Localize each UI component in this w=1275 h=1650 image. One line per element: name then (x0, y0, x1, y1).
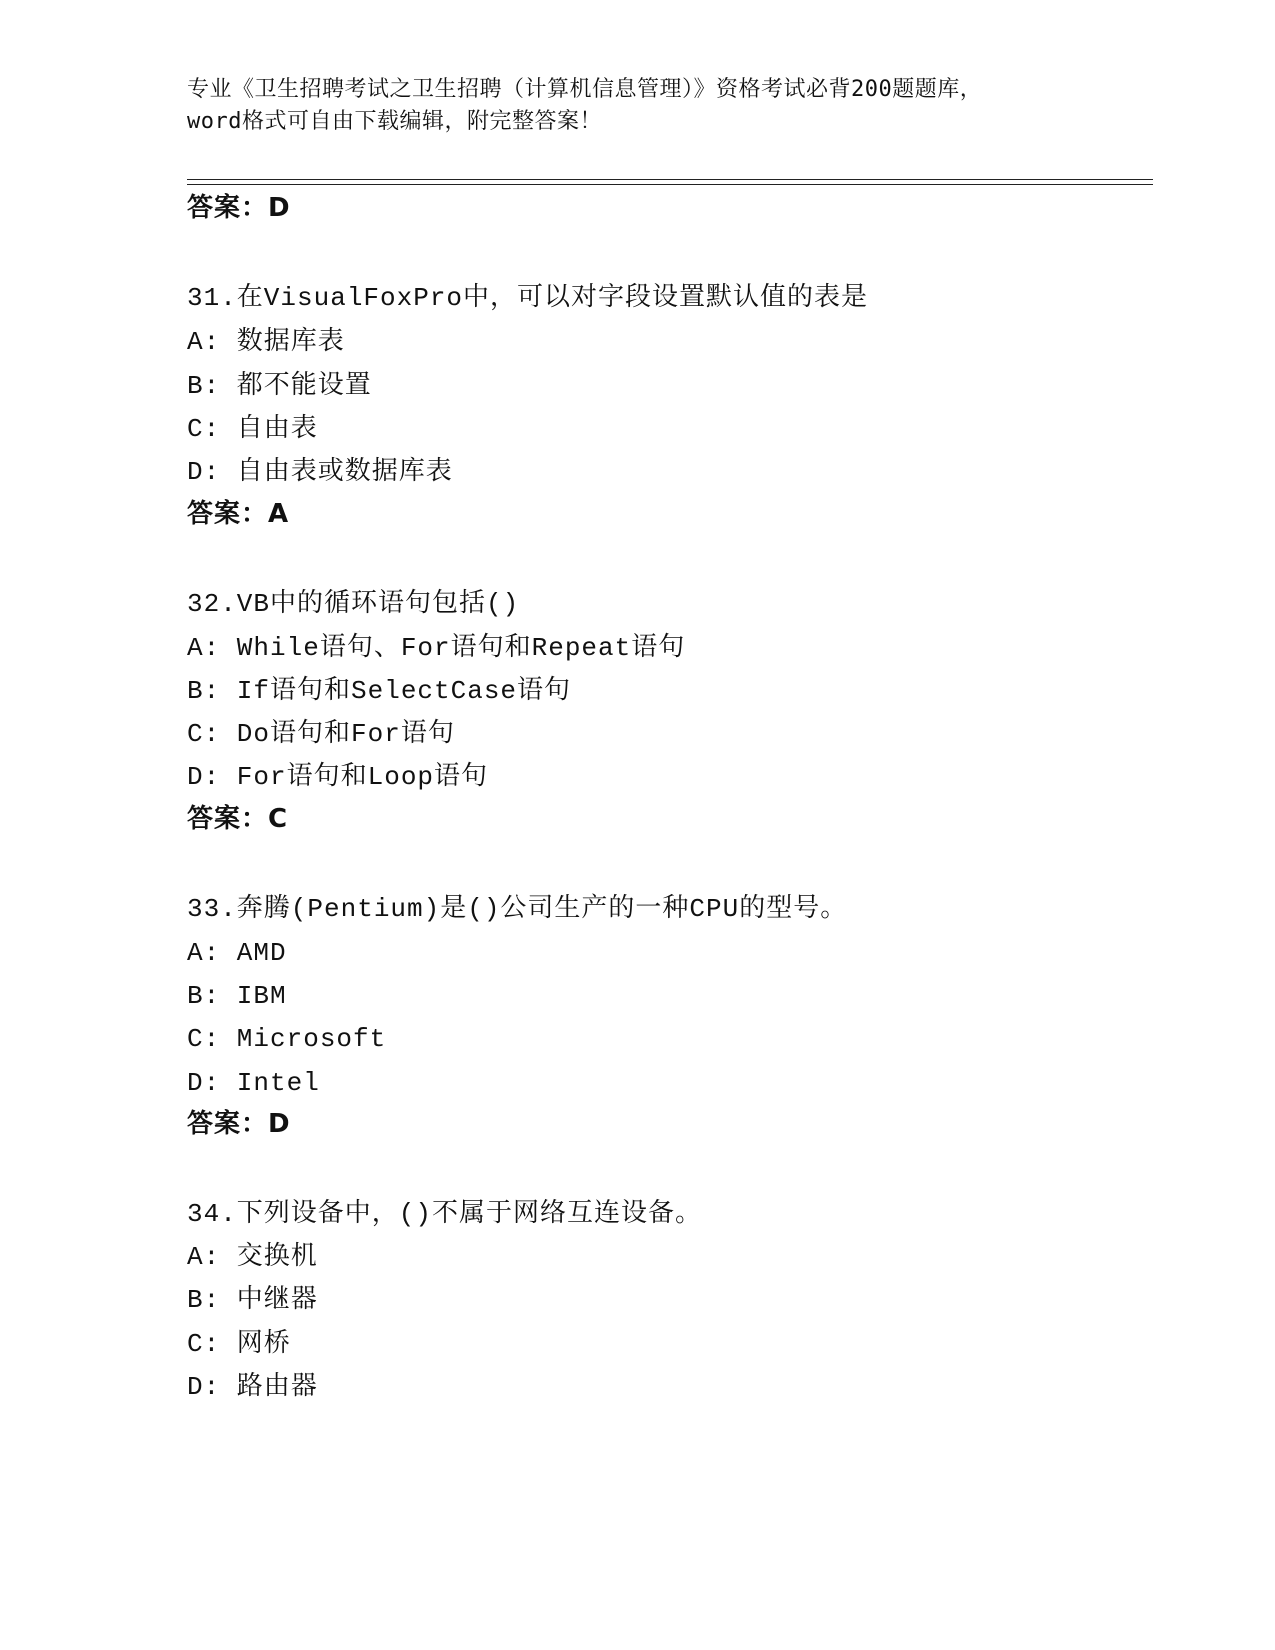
question-32-option-b: B: If语句和SelectCase语句 (187, 676, 572, 706)
document-header (187, 74, 1087, 138)
answer-33: 答案：D (187, 1109, 291, 1139)
header-line-1: 专业《卫生招聘考试之卫生招聘（计算机信息管理）》资格考试必背200题题库， (187, 77, 983, 102)
question-34-option-a: A: 交换机 (187, 1242, 318, 1272)
question-33-option-b: B: IBM (187, 981, 287, 1011)
answer-30: 答案：D (187, 193, 291, 223)
question-32-stem: 32.VB中的循环语句包括() (187, 589, 520, 619)
answer-31: 答案：A (187, 499, 290, 529)
question-33-stem: 33.奔腾(Pentium)是()公司生产的一种CPU的型号。 (187, 894, 848, 924)
header-line-2: word格式可自由下载编辑，附完整答案！ (187, 109, 602, 134)
question-31-stem: 31.在VisualFoxPro中，可以对字段设置默认值的表是 (187, 283, 869, 313)
question-33-option-c: C: Microsoft (187, 1024, 387, 1054)
question-31-option-c: C: 自由表 (187, 414, 318, 444)
question-32-option-a: A: While语句、For语句和Repeat语句 (187, 633, 686, 663)
question-34-option-d: D: 路由器 (187, 1372, 318, 1402)
question-31-option-d: D: 自由表或数据库表 (187, 457, 453, 487)
header-divider-bottom (187, 184, 1153, 185)
question-31-option-a: A: 数据库表 (187, 327, 345, 357)
question-33-option-a: A: AMD (187, 938, 287, 968)
question-34-option-b: B: 中继器 (187, 1285, 318, 1315)
question-32-option-c: C: Do语句和For语句 (187, 719, 455, 749)
header-divider-top (187, 179, 1153, 180)
answer-32: 答案：C (187, 804, 289, 834)
question-33-option-d: D: Intel (187, 1068, 320, 1098)
question-34-stem: 34.下列设备中，()不属于网络互连设备。 (187, 1199, 703, 1229)
question-31-option-b: B: 都不能设置 (187, 371, 372, 401)
question-32-option-d: D: For语句和Loop语句 (187, 762, 489, 792)
question-34-option-c: C: 网桥 (187, 1329, 291, 1359)
